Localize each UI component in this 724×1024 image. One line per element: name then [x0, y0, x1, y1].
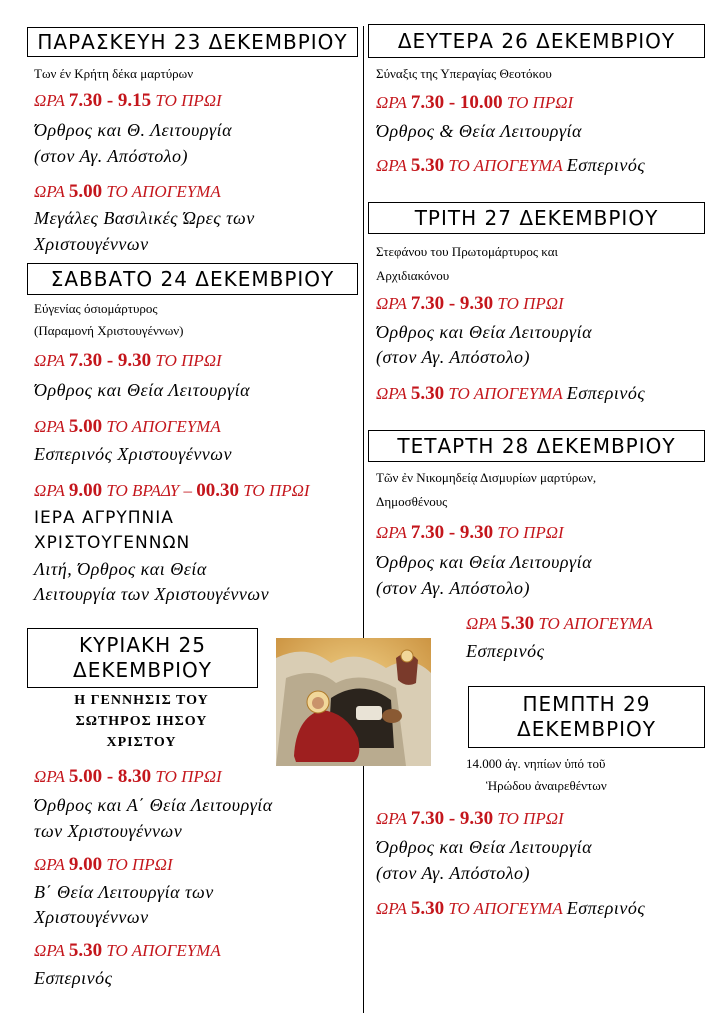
- service-name: Χριστουγέννων: [34, 907, 149, 927]
- service-time: ΩΡΑ 7.30 - 9.30 ΤΟ ΠΡΩΙ: [34, 350, 222, 371]
- saint-text: 14.000 άγ. νηπίων ὑπό τοῦ: [466, 756, 606, 771]
- service-name: Όρθρος και Θ. Λειτουργία: [34, 120, 233, 140]
- feast-title: Η ΓΕΝΝΗΣΙΣ ΤΟΥ: [74, 693, 209, 708]
- service-name: Λιτή, Όρθρος και Θεία: [34, 559, 207, 579]
- day-title: ΣΑΒΒΑΤΟ 24 ΔΕΚΕΜΒΡΙΟΥ: [50, 267, 335, 291]
- face: [312, 697, 324, 709]
- service-time: ΩΡΑ 7.30 - 9.30 ΤΟ ΠΡΩΙ: [376, 293, 564, 314]
- saint-text: Των έν Κρήτη δέκα μαρτύρων: [34, 66, 194, 81]
- service-time: ΩΡΑ 9.00 ΤΟ ΠΡΩΙ: [34, 854, 173, 875]
- nativity-icon: [276, 638, 431, 766]
- column-divider: [363, 26, 364, 1013]
- service-name: Εσπερινός Χριστουγέννων: [34, 444, 232, 464]
- day-header-mon26: [368, 24, 705, 58]
- day-header-fri23: [27, 27, 358, 57]
- service-location: (στον Αγ. Απόστολο): [376, 863, 531, 883]
- feast-title: ΣΩΤΗΡΟΣ ΙΗΣΟΥ: [75, 714, 208, 729]
- day-header-sun25: [27, 628, 258, 688]
- angel-halo: [401, 650, 413, 662]
- service-time: ΩΡΑ 7.30 - 9.30 ΤΟ ΠΡΩΙ: [376, 808, 564, 829]
- service-name: Όρθρος και Θεία Λειτουργία: [376, 322, 593, 342]
- nativity-icon-drawing: [276, 638, 431, 766]
- service-time: ΩΡΑ 5.30 ΤΟ ΑΠΟΓΕΥΜΑ: [34, 940, 221, 961]
- day-title: ΚΥΡΙΑΚΗ 25: [79, 633, 206, 657]
- service-time: ΩΡΑ 5.00 - 8.30 ΤΟ ΠΡΩΙ: [34, 766, 222, 787]
- manger: [356, 706, 382, 720]
- service-time: ΩΡΑ 5.00 ΤΟ ΑΠΟΓΕΥΜΑ: [34, 181, 221, 202]
- service-name: Β΄ Θεία Λειτουργία των: [34, 882, 214, 902]
- service-time: ΩΡΑ 5.00 ΤΟ ΑΠΟΓΕΥΜΑ: [34, 416, 221, 437]
- service-name: Εσπερινός: [466, 641, 545, 661]
- service-name: Όρθρος και Θεία Λειτουργία: [34, 380, 251, 400]
- service-time: ΩΡΑ 7.30 - 10.00 ΤΟ ΠΡΩΙ: [376, 92, 574, 113]
- saint-text: (Παραμονή Χριστουγέννων): [34, 323, 184, 338]
- service-location: (στον Αγ. Απόστολο): [376, 347, 531, 367]
- service-location: (στον Αγ. Απόστολο): [376, 578, 531, 598]
- service-time: ΩΡΑ 7.30 - 9.15 ΤΟ ΠΡΩΙ: [34, 90, 222, 111]
- day-header-wed28: [368, 430, 705, 462]
- day-title: ΠΑΡΑΣΚΕΥΗ 23 ΔΕΚΕΜΒΡΙΟΥ: [37, 30, 348, 54]
- day-title: ΔΕΥΤΕΡΑ 26 ΔΕΚΕΜΒΡΙΟΥ: [397, 29, 676, 53]
- service-time: ΩΡΑ 5.30 ΤΟ ΑΠΟΓΕΥΜΑ Εσπερινός: [376, 898, 646, 919]
- day-title: ΤΕΤΑΡΤΗ 28 ΔΕΚΕΜΒΡΙΟΥ: [397, 434, 676, 458]
- service-time: ΩΡΑ 5.30 ΤΟ ΑΠΟΓΕΥΜΑ: [466, 613, 653, 634]
- service-name: Όρθρος και Θεία Λειτουργία: [376, 837, 593, 857]
- service-time: ΩΡΑ 5.30 ΤΟ ΑΠΟΓΕΥΜΑ Εσπερινός: [376, 383, 646, 404]
- service-name: Μεγάλες Βασιλικές Ώρες των: [34, 208, 255, 228]
- service-name: Όρθρος και Θεία Λειτουργία: [376, 552, 593, 572]
- day-title: ΤΡΙΤΗ 27 ΔΕΚΕΜΒΡΙΟΥ: [414, 206, 659, 230]
- saint-text: Σύναξις της Υπεραγίας Θεοτόκου: [376, 66, 552, 81]
- service-time: ΩΡΑ 9.00 ΤΟ ΒΡΑΔΥ – 00.30 ΤΟ ΠΡΩΙ: [34, 480, 310, 501]
- service-time: ΩΡΑ 7.30 - 9.30 ΤΟ ΠΡΩΙ: [376, 522, 564, 543]
- service-name: των Χριστουγέννων: [34, 821, 183, 841]
- saint-text: Αρχιδιακόνου: [376, 268, 450, 283]
- day-title: ΠΕΜΠΤΗ 29: [522, 692, 651, 716]
- service-name: Όρθρος και Α΄ Θεία Λειτουργία: [34, 795, 273, 815]
- service-name: Όρθρος & Θεία Λειτουργία: [376, 121, 582, 141]
- day-title: ΔΕΚΕΜΒΡΙΟΥ: [73, 658, 212, 682]
- feast-title: ΧΡΙΣΤΟΥ: [106, 735, 177, 750]
- saint-text: Δημοσθένους: [376, 494, 448, 509]
- saint-text: Εύγενίας όσιομάρτυρος: [34, 301, 158, 316]
- vigil-title: ΙΕΡΑ ΑΓΡΥΠΝΙΑ: [34, 508, 174, 528]
- saint-text: Στεφάνου του Πρωτομάρτυρος και: [376, 244, 559, 259]
- vigil-title: ΧΡΙΣΤΟΥΓΕΝΝΩΝ: [34, 533, 191, 553]
- service-name: Λειτουργία των Χριστουγέννων: [34, 584, 270, 604]
- service-name: Χριστουγέννων: [34, 234, 149, 254]
- day-title: ΔΕΚΕΜΒΡΙΟΥ: [517, 717, 656, 741]
- saint-text: Τῶν ἐν Νικομηδείᾳ Δισμυρίων μαρτύρων,: [376, 470, 597, 485]
- day-header-tue27: [368, 202, 705, 234]
- service-location: (στον Αγ. Απόστολο): [34, 146, 189, 166]
- saint-text: Ἡρώδου ἀναιρεθέντων: [486, 778, 607, 793]
- service-name: Εσπερινός: [34, 968, 113, 988]
- ox: [382, 709, 402, 723]
- day-header-thu29: [468, 686, 705, 748]
- day-header-sat24: [27, 263, 358, 295]
- service-time: ΩΡΑ 5.30 ΤΟ ΑΠΟΓΕΥΜΑ Εσπερινός: [376, 155, 646, 176]
